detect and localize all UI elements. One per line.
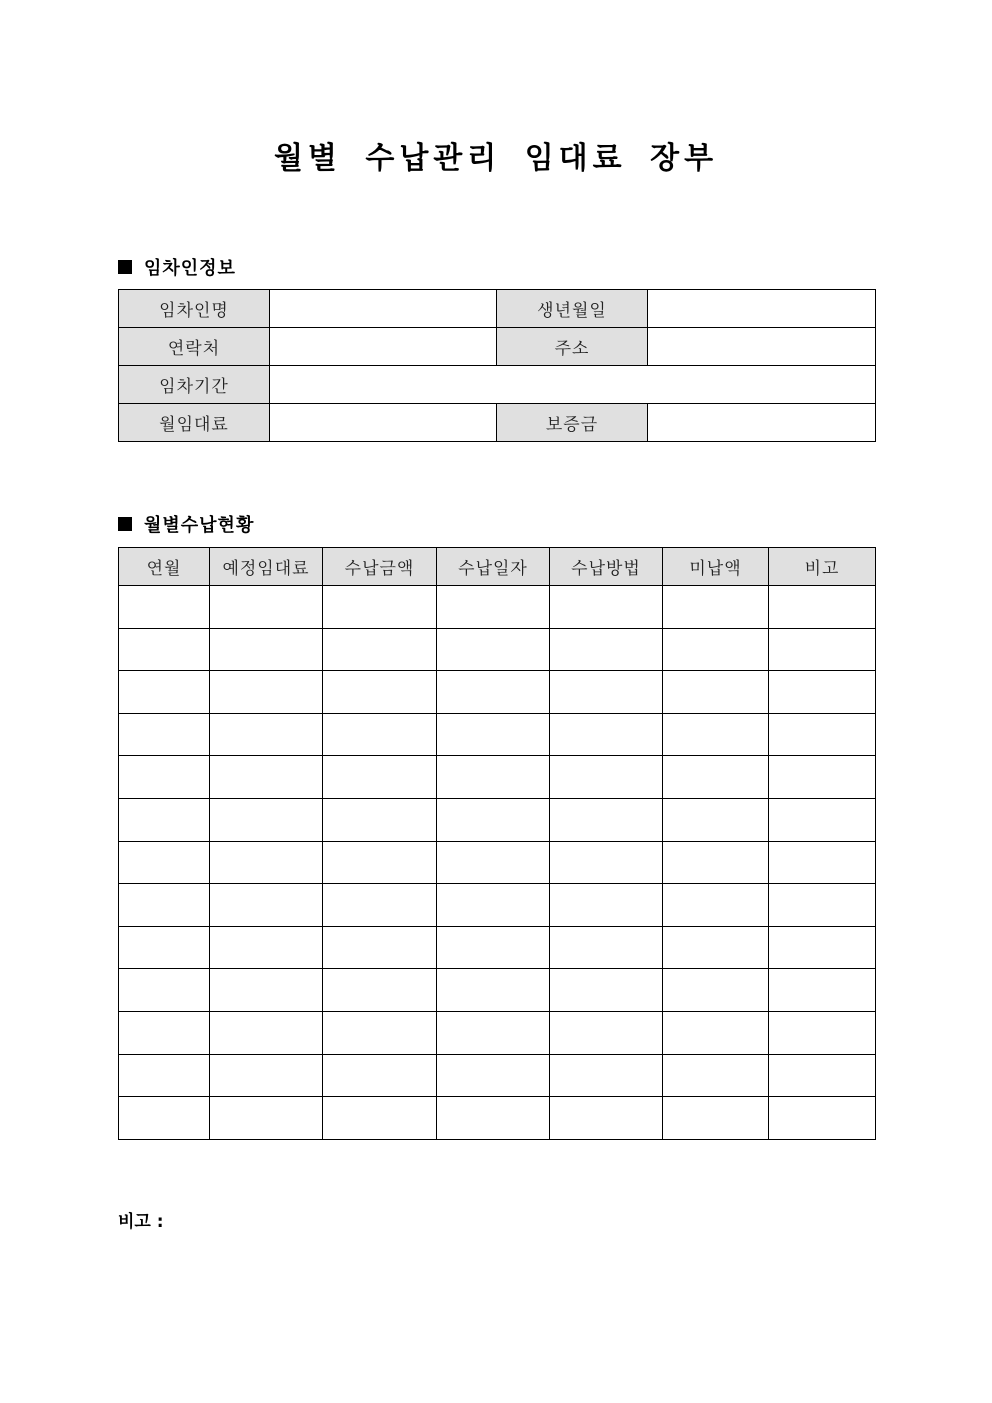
tenant-info-table xyxy=(118,289,876,442)
column-header-amount-received: 수납금액 xyxy=(323,548,437,586)
cell-payment-method[interactable] xyxy=(550,628,663,671)
cell-amount-received[interactable] xyxy=(323,586,437,629)
cell-year-month[interactable] xyxy=(119,798,210,841)
cell-unpaid-amount[interactable] xyxy=(663,586,769,629)
table-row xyxy=(119,884,876,927)
square-bullet-icon xyxy=(118,517,132,531)
column-header-unpaid-amount: 미납액 xyxy=(663,548,769,586)
cell-year-month[interactable] xyxy=(119,1011,210,1054)
cell-payment-date[interactable] xyxy=(437,1097,550,1140)
cell-amount-received[interactable] xyxy=(323,628,437,671)
cell-unpaid-amount[interactable] xyxy=(663,841,769,884)
monthly-payments-heading xyxy=(118,511,254,537)
cell-remarks[interactable] xyxy=(769,798,876,841)
table-row xyxy=(119,798,876,841)
contact-field[interactable] xyxy=(270,328,497,366)
cell-year-month[interactable] xyxy=(119,671,210,714)
cell-amount-received[interactable] xyxy=(323,1011,437,1054)
cell-unpaid-amount[interactable] xyxy=(663,1011,769,1054)
cell-unpaid-amount[interactable] xyxy=(663,969,769,1012)
cell-unpaid-amount[interactable] xyxy=(663,1097,769,1140)
cell-remarks[interactable] xyxy=(769,1054,876,1097)
cell-scheduled-rent[interactable] xyxy=(210,713,323,756)
cell-scheduled-rent[interactable] xyxy=(210,884,323,927)
table-row xyxy=(119,628,876,671)
column-header-remarks: 비고 xyxy=(769,548,876,586)
cell-amount-received[interactable] xyxy=(323,884,437,927)
cell-remarks[interactable] xyxy=(769,713,876,756)
cell-scheduled-rent[interactable] xyxy=(210,1054,323,1097)
cell-payment-method[interactable] xyxy=(550,1097,663,1140)
cell-amount-received[interactable] xyxy=(323,841,437,884)
cell-scheduled-rent[interactable] xyxy=(210,756,323,799)
table-row xyxy=(119,366,876,404)
column-header-scheduled-rent: 예정임대료 xyxy=(210,548,323,586)
deposit-field[interactable] xyxy=(648,404,876,442)
cell-scheduled-rent[interactable] xyxy=(210,969,323,1012)
cell-scheduled-rent[interactable] xyxy=(210,671,323,714)
lease-period-label: 임차기간 xyxy=(119,366,270,404)
deposit-label: 보증금 xyxy=(497,404,648,442)
monthly-payments-table xyxy=(118,547,876,1140)
tenant-name-label: 임차인명 xyxy=(119,290,270,328)
table-row xyxy=(119,1097,876,1140)
cell-payment-date[interactable] xyxy=(437,884,550,927)
table-row xyxy=(119,756,876,799)
cell-payment-date[interactable] xyxy=(437,586,550,629)
table-row xyxy=(119,404,876,442)
contact-label: 연락처 xyxy=(119,328,270,366)
cell-payment-date[interactable] xyxy=(437,969,550,1012)
cell-payment-method[interactable] xyxy=(550,1054,663,1097)
cell-unpaid-amount[interactable] xyxy=(663,628,769,671)
cell-remarks[interactable] xyxy=(769,756,876,799)
monthly-rent-field[interactable] xyxy=(270,404,497,442)
cell-unpaid-amount[interactable] xyxy=(663,1054,769,1097)
cell-payment-method[interactable] xyxy=(550,969,663,1012)
cell-scheduled-rent[interactable] xyxy=(210,1011,323,1054)
monthly-rent-label: 월임대료 xyxy=(119,404,270,442)
cell-payment-method[interactable] xyxy=(550,926,663,969)
cell-year-month[interactable] xyxy=(119,969,210,1012)
table-header-row xyxy=(119,548,876,586)
cell-unpaid-amount[interactable] xyxy=(663,798,769,841)
address-label: 주소 xyxy=(497,328,648,366)
cell-unpaid-amount[interactable] xyxy=(663,671,769,714)
cell-year-month[interactable] xyxy=(119,628,210,671)
cell-year-month[interactable] xyxy=(119,1097,210,1140)
cell-year-month[interactable] xyxy=(119,884,210,927)
cell-year-month[interactable] xyxy=(119,1054,210,1097)
cell-scheduled-rent[interactable] xyxy=(210,926,323,969)
cell-amount-received[interactable] xyxy=(323,969,437,1012)
cell-remarks[interactable] xyxy=(769,1011,876,1054)
cell-amount-received[interactable] xyxy=(323,798,437,841)
cell-remarks[interactable] xyxy=(769,671,876,714)
cell-payment-method[interactable] xyxy=(550,756,663,799)
table-row xyxy=(119,1011,876,1054)
address-field[interactable] xyxy=(648,328,876,366)
lease-period-field[interactable] xyxy=(270,366,876,404)
cell-year-month[interactable] xyxy=(119,586,210,629)
column-header-payment-date: 수납일자 xyxy=(437,548,550,586)
cell-year-month[interactable] xyxy=(119,756,210,799)
cell-payment-method[interactable] xyxy=(550,841,663,884)
cell-payment-date[interactable] xyxy=(437,1054,550,1097)
tenant-info-heading-text: 임차인정보 xyxy=(144,258,236,279)
cell-amount-received[interactable] xyxy=(323,756,437,799)
cell-remarks[interactable] xyxy=(769,926,876,969)
table-row xyxy=(119,969,876,1012)
cell-payment-date[interactable] xyxy=(437,926,550,969)
cell-amount-received[interactable] xyxy=(323,713,437,756)
cell-unpaid-amount[interactable] xyxy=(663,713,769,756)
document-title: 월별 수납관리 임대료 장부 xyxy=(273,141,719,176)
cell-year-month[interactable] xyxy=(119,841,210,884)
cell-scheduled-rent[interactable] xyxy=(210,1097,323,1140)
cell-payment-date[interactable] xyxy=(437,798,550,841)
cell-remarks[interactable] xyxy=(769,841,876,884)
table-row xyxy=(119,586,876,629)
birthdate-label: 생년월일 xyxy=(497,290,648,328)
cell-payment-method[interactable] xyxy=(550,1011,663,1054)
column-header-year-month: 연월 xyxy=(119,548,210,586)
cell-unpaid-amount[interactable] xyxy=(663,756,769,799)
table-row xyxy=(119,1054,876,1097)
tenant-info-heading xyxy=(118,254,236,280)
cell-amount-received[interactable] xyxy=(323,1097,437,1140)
cell-remarks[interactable] xyxy=(769,586,876,629)
cell-year-month[interactable] xyxy=(119,926,210,969)
cell-payment-method[interactable] xyxy=(550,586,663,629)
cell-remarks[interactable] xyxy=(769,628,876,671)
cell-scheduled-rent[interactable] xyxy=(210,628,323,671)
cell-unpaid-amount[interactable] xyxy=(663,926,769,969)
remarks-note-label: 비고 : xyxy=(118,1212,164,1232)
cell-remarks[interactable] xyxy=(769,969,876,1012)
tenant-name-field[interactable] xyxy=(270,290,497,328)
cell-scheduled-rent[interactable] xyxy=(210,841,323,884)
table-row xyxy=(119,926,876,969)
cell-payment-date[interactable] xyxy=(437,713,550,756)
cell-payment-method[interactable] xyxy=(550,884,663,927)
cell-amount-received[interactable] xyxy=(323,1054,437,1097)
cell-remarks[interactable] xyxy=(769,884,876,927)
table-row xyxy=(119,328,876,366)
cell-payment-date[interactable] xyxy=(437,841,550,884)
cell-amount-received[interactable] xyxy=(323,671,437,714)
cell-payment-method[interactable] xyxy=(550,798,663,841)
cell-scheduled-rent[interactable] xyxy=(210,586,323,629)
cell-amount-received[interactable] xyxy=(323,926,437,969)
table-row xyxy=(119,713,876,756)
monthly-payments-heading-text: 월별수납현황 xyxy=(144,515,255,536)
birthdate-field[interactable] xyxy=(648,290,876,328)
cell-unpaid-amount[interactable] xyxy=(663,884,769,927)
cell-remarks[interactable] xyxy=(769,1097,876,1140)
table-row xyxy=(119,671,876,714)
square-bullet-icon xyxy=(118,260,132,274)
cell-payment-method[interactable] xyxy=(550,671,663,714)
cell-scheduled-rent[interactable] xyxy=(210,798,323,841)
cell-payment-date[interactable] xyxy=(437,671,550,714)
cell-payment-date[interactable] xyxy=(437,1011,550,1054)
table-row xyxy=(119,290,876,328)
cell-payment-method[interactable] xyxy=(550,713,663,756)
cell-payment-date[interactable] xyxy=(437,756,550,799)
table-row xyxy=(119,841,876,884)
cell-year-month[interactable] xyxy=(119,713,210,756)
cell-payment-date[interactable] xyxy=(437,628,550,671)
column-header-payment-method: 수납방법 xyxy=(550,548,663,586)
